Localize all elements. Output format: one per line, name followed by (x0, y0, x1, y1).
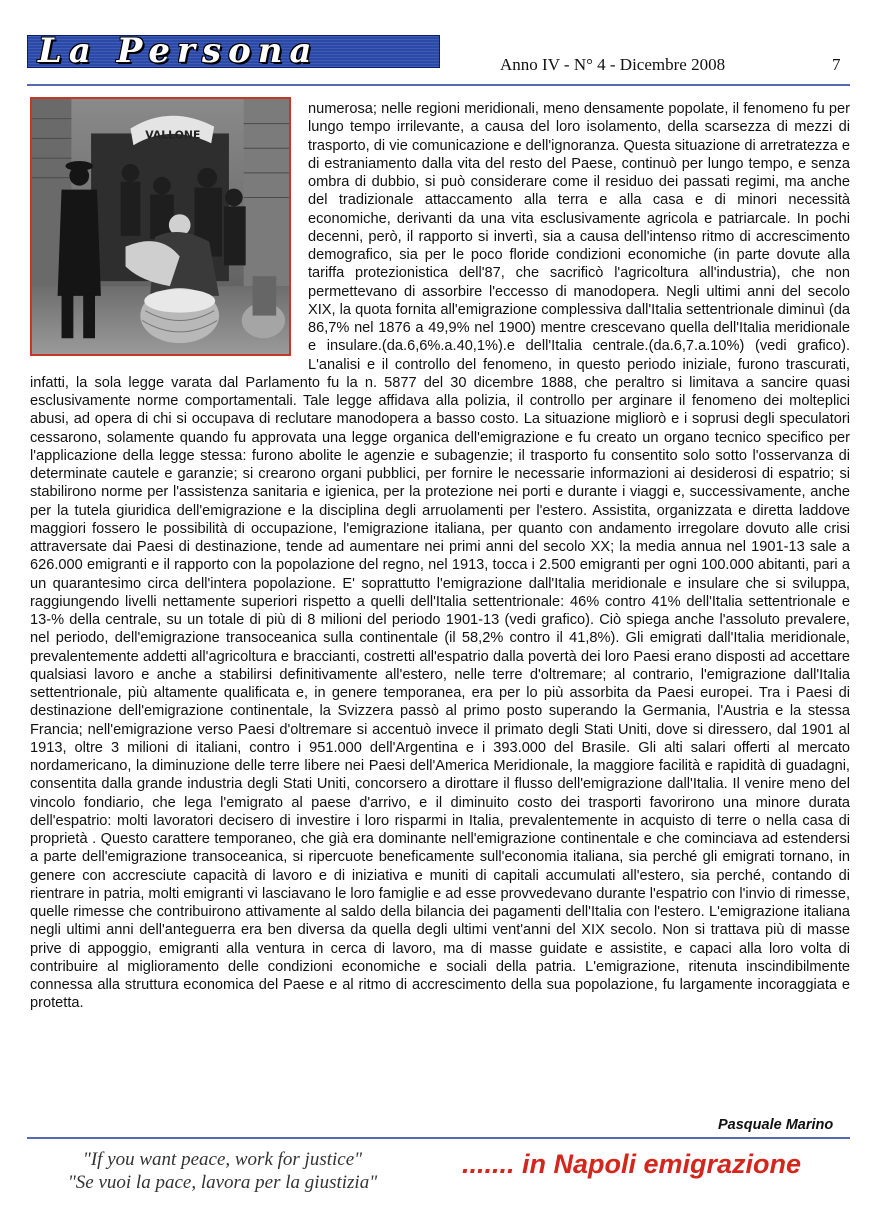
photo-wrap-spacer (30, 100, 308, 358)
header-divider (27, 84, 850, 86)
logo-text: La Persona (38, 35, 319, 68)
issue-info: Anno IV - N° 4 - Dicembre 2008 (500, 55, 726, 74)
masthead-logo (27, 35, 440, 68)
article-body (30, 100, 850, 1013)
footer-divider (27, 1137, 850, 1139)
article-text: numerosa; nelle regioni meridionali, meno densamente popolate, il fenomeno fu per lungo tempo irrilevante, a causa del loro isolamento, della scarsezza di mezzi di trasporto, di vie comunicazione e dell'ignoranza. Questa situazione di arretratezza e di estraniamento dalla vita del resto del Paese, continuò per lungo tempo, e senza ombra di dubbio, si può considerare come il residuo dei passati regimi, ma anche del tradizionale attaccamento alla terra e alla casa e di minori necessità economiche, derivanti da una vita esclusivamente agricola e patriarcale. In pochi decenni, però, il rapporto si invertì, sia a causa dell'intenso ritmo di accrescimento demografico, sia per le poco floride condizioni economiche (in parte dovute alla tariffa protezionistica dell'87, che sacrificò l'agricoltura all'industria), che non permettevano di assorbire l'eccesso di manodopera. Negli ultimi anni del secolo XIX, la quota fornita all'emigrazione complessiva dall'Italia settentrionale diminuì (da 86,7% nel 1876 a 49,9% nel 1900) mentre crescevano quella dell'Italia meridionale e insulare.(da.6,6%.a.40,1%).e dell'Italia centrale.(da.6,7.a.10%) (vedi grafico). L'analisi e il controllo del fenomeno, in questo periodo iniziale, furono trascurati, infatti, la sola legge varata dal Parlamento fu la n. 5877 del 30 dicembre 1888, che peraltro si limitava a sancire quasi esclusivamente norme comportamentali. Tale legge affidava alla polizia, il controllo per arginare il fenomeno dei molteplici abusi, ad opera di chi si occupava di reclutare manodopera a basso costo. La situazione migliorò e i soprusi degli speculatori cessarono, solamente quando fu approvata una legge organica dell'emigrazione e fu creato un organo tecnico specifico per l'applicazione della legge stessa: furono abolite le agenzie e subagenzie; il trasporto fu consentito solo sotto l'osservanza di determinate cautele e garanzie; si crearono organi pubblici, per fornire le necessarie informazioni ai desiderosi di espatrio; si stabilirono norme per l'assistenza sanitaria e igienica, per la protezione nei porti e durante i viaggi e, successivamente, anche per la tutela giuridica dell'emigrazione e la disciplina degli arruolamenti per l'estero. Assistita, organizzata e diretta laddove maggiori fossero le possibilità di occupazione, l'emigrazione italiana, per quanto con andamento irregolare dovuto alle crisi attraversate dai Paesi di destinazione, tende ad aumentare nei primi anni del secolo XX; la media annua nel 1901-13 sale a 626.000 emigranti e il rapporto con la popolazione del regno, nel 1913, tocca i 2.500 emigranti per ogni 100.000 abitanti, pari a un quarantesimo circa dell'intera popolazione. E' soprattutto l'emigrazione dall'Italia meridionale e insulare che si sviluppa, raggiungendo livelli nettamente superiori rispetto a quelli dell'Italia settentrionale: 46% contro 41% dell'Italia settentrionale e 13-% della centrale, su un totale di più di 8 milioni del periodo 1901-13 (vedi grafico). Ciò spiega anche l'assoluto prevalere, nel periodo, dell'emigrazione transoceanica sulla continentale (il 58,2% contro il 41,8%). Gli emigrati dall'Italia meridionale, prevalentemente addetti all'agricoltura e braccianti, costretti all'espatrio dalla povertà dei loro Paesi erano disposti ad accettare qualsiasi lavoro e anche a stabilirsi definitivamente all'estero, nelle terre d'oltremare; al contrario, l'emigrazione dall'Italia settentrionale, più altamente qualificata e, in genere temporanea, era per lo più assorbita da Paesi europei. Tra i Paesi di destinazione dell'emigrazione continentale, la Svizzera passò al primo posto superando la Germania, l'Austria e la stessa Francia; nell'emigrazione verso Paesi d'oltremare si accentuò invece il primato degli Stati Uniti, dove si diressero, dal 1901 al 1913, oltre 3 milioni di italiani, contro i 951.000 dell'Argentina e i 393.000 del Brasile. Gli alti salari offerti al mercato nordamericano, la diminuzione delle terre libere nei Paesi dell'America Meridionale, la maggiore facilità e rapidità di guadagni, consentita dalla grande industria degli Stati Uniti, concorsero a dirottare il flusso dell'emigrazione dall'Italia. Il venire meno del vincolo fondiario, che lega l'emigrato al paese d'arrivo, e il diminuito costo dei trasporti favorirono una minore durata dell'espatrio: molti lavoratori decisero di investire i loro risparmi in Italia, prevalentemente in acquisto di terre o nella casa di proprietà . Questo carattere temporaneo, che già era dominante nell'emigrazione continentale e che cominciava ad estendersi a parte dell'emigrazione transoceanica, si ripercuote beneficamente sull'economia italiana, sia perché gli emigrati tornano, in genere con accresciute capacità di lavoro e di iniziativa e muniti di capitali accumulati all'estero, sia perché, contando di rientrare in patria, molti emigranti vi lasciavano le loro famiglie e ad esse provvedevano durante l'espatrio con l'invio di rimesse, quelle rimesse che contribuirono attivamente al saldo della bilancia dei pagamenti dell'Italia con l'estero. L'emigrazione italiana negli ultimi anni dell'anteguerra era ben diversa da quella degli ultimi vent'anni del XIX secolo. Non si trattava più di masse prive di appoggio, emigranti alla ventura in cerca di lavoro, ma di masse guidate e assistite, e capaci alla loro volta di contribuire al miglioramento delle condizioni economiche e sociali della patria. L'emigrazione, ritenuta inscindibilmente connessa alla struttura economica del Paese e al ritmo di accrescimento della sua popolazione, fu largamente incoraggiata e protetta. (30, 101, 850, 1012)
photo-sign-text: VALLONE (145, 128, 201, 142)
motto-italian: "Se vuoi la pace, lavora per la giustizia" (67, 1172, 378, 1193)
author-signature: Pasquale Marino (718, 1117, 834, 1133)
page-number: 7 (832, 55, 841, 74)
motto-english: "If you want peace, work for justice" (82, 1149, 363, 1170)
slogan: ....... in Napoli emigrazione (462, 1149, 802, 1179)
